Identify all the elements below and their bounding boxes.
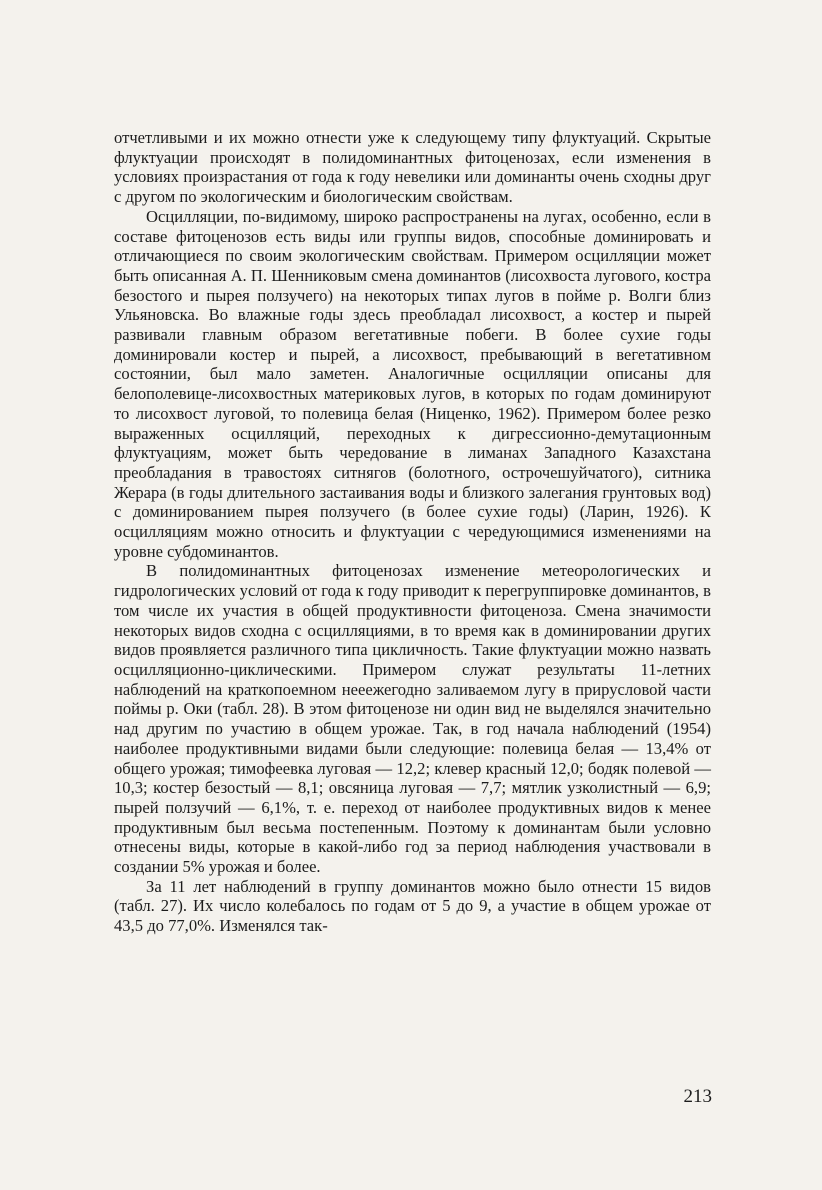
body-text <box>114 128 711 936</box>
paragraph-observations: За 11 лет наблюдений в группу доминантов можно было отнести 15 видов (табл. 27). Их число колебалось по годам от 5 до 9, а участие в общем урожае от 43,5 до 77,0%. Изменялся так- <box>114 876 711 936</box>
page-number: 213 <box>683 1086 712 1107</box>
paragraph-polydominant: В полидоминантных фитоценозах изменение метеорологических и гидрологических условий от года к году приводит к перегруппировке доминантов, в том числе их участия в общей продуктивности фитоценоза. Смена значимости некоторых видов сходна с осцилляциями, в то время как в доминировании других видов проявляется различного типа цикличность. Такие флуктуации можно назвать осцилляционно-циклическими. Примером служат результаты 11-летних наблюдений на краткопоемном нееежегодно заливаемом лугу в прирусловой части поймы р. Оки (табл. 28). В этом фитоценозе ни один вид не выделялся значительно над другим по участию в общем урожае. Так, в год начала наблюдений (1954) наиболее продуктивными видами были следующие: полевица белая — 13,4% от общего урожая; тимофеевка луговая — 12,2; клевер красный 12,0; бодяк полевой — 10,3; костер безостый — 8,1; овсяница луговая — 7,7; мятлик узколистный — 6,9; пырей ползучий — 6,1%, т. е. переход от наиболее продуктивных видов к менее продуктивным был весьма постепенным. Поэтому к доминантам были условно отнесены виды, которые в какой-либо год за период наблюдения участвовали в создании 5% урожая и более. <box>114 561 711 877</box>
paragraph-continuation: отчетливыми и их можно отнести уже к следующему типу флуктуаций. Скрытые флуктуации происходят в полидоминантных фитоценозах, если изменения в условиях произрастания от года к году невелики или доминанты очень сходны друг с другом по экологическим и биологическим свойствам. <box>114 128 711 207</box>
paragraph-oscillations: Осцилляции, по-видимому, широко распространены на лугах, особенно, если в составе фитоценозов есть виды или группы видов, способные доминировать и отличающиеся по своим экологическим свойствам. Примером осцилляции может быть описанная А. П. Шенниковым смена доминантов (лисохвоста лугового, костра безостого и пырея ползучего) на некоторых типах лугов в пойме р. Волги близ Ульяновска. Во влажные годы здесь преобладал лисохвост, а костер и пырей развивали главным образом вегетативные побеги. В более сухие годы доминировали костер и пырей, а лисохвост, пребывающий в вегетативном состоянии, был мало заметен. Аналогичные осцилляции описаны для белополевице-лисохвостных материковых лугов, в которых по годам доминируют то лисохвост луговой, то полевица белая (Ниценко, 1962). Примером более резко выраженных осцилляций, переходных к дигрессионно-демутационным флуктуациям, может быть чередование в лиманах Западного Казахстана преобладания в травостоях ситнягов (болотного, острочешуйчатого), ситника Жерара (в годы длительного застаивания воды и близкого залегания грунтовых вод) с доминированием пырея ползучего (в более сухие годы) (Ларин, 1926). К осцилляциям можно относить и флуктуации с чередующимися изменениями на уровне субдоминантов. <box>114 206 711 561</box>
